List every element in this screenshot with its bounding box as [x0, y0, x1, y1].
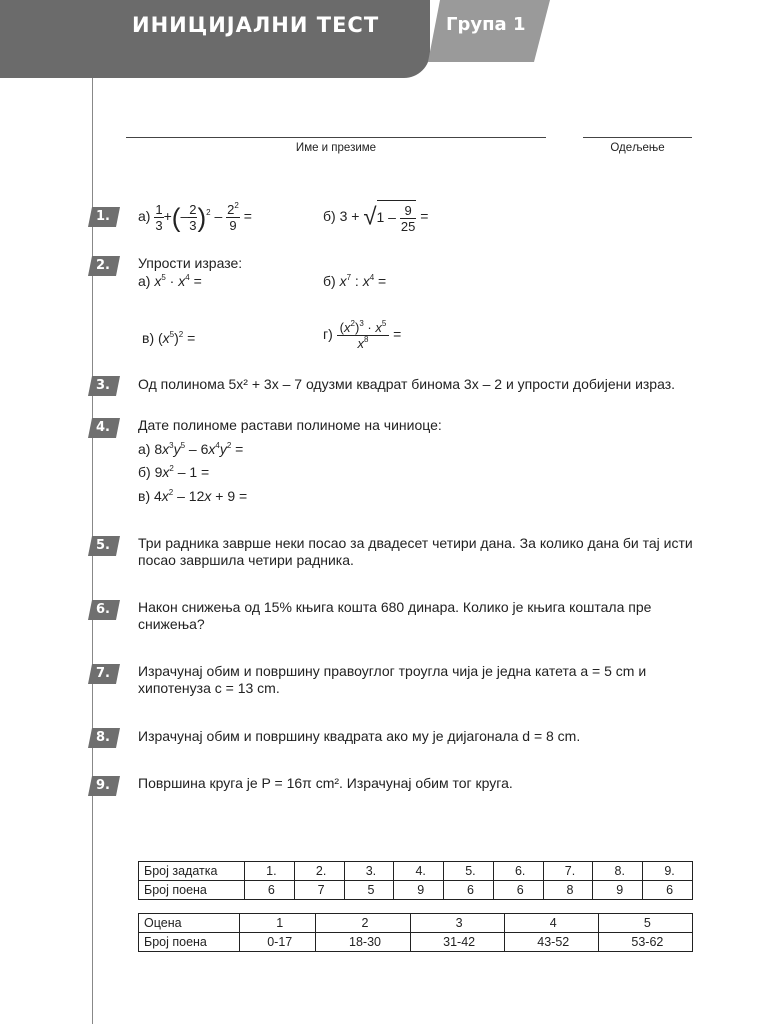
task-number: 8. [96, 730, 110, 745]
fraction: $\frac{(x^2)^3 \cdot x^5}{x^8}$ [337, 320, 390, 351]
task-3-text: Од полинома 5x² + 3x – 7 одузми квадрат бинома 3x – 2 и упрости добијени израз. [138, 376, 676, 392]
task-number-cell: 5. [444, 862, 494, 881]
task-badge-2 [88, 256, 120, 276]
task-4-a: а) $8x^3y^5 - 6x^4y^2$ = [138, 441, 244, 457]
task-1-a-expression: а) $\frac{1}{3}$ +(– $\frac{2}{3}$ )$^2$ – $\frac{2^2}{9}$ = [138, 200, 252, 233]
task-number-cell: 9. [643, 862, 693, 881]
task-1-b-label: б) [323, 208, 336, 224]
name-caption: Име и презиме [295, 142, 377, 154]
task-number: 3. [96, 378, 110, 393]
task-badge-3 [88, 376, 120, 396]
task-4-text: Дате полиноме растави полиноме на чиниоце: [138, 417, 442, 433]
table-header-cell: Број поена [139, 881, 245, 900]
grade-cell: 4 [504, 914, 598, 933]
task-2-g: г) $\frac{(x^2)^3 \cdot x^5}{x^8}$ = [323, 318, 402, 351]
task-badge-9 [88, 776, 120, 796]
grade-cell: 3 [410, 914, 504, 933]
task-4-b: б) $9x^2 - 1$ = [138, 464, 210, 480]
points-cell: 6 [444, 881, 494, 900]
fraction: $\frac{2}{3}$ [189, 201, 197, 233]
points-table [138, 861, 693, 900]
class-field-line[interactable] [583, 137, 692, 138]
table-row [139, 933, 693, 952]
task-number-cell: 6. [493, 862, 543, 881]
task-number: 1. [96, 209, 110, 224]
table-row [139, 881, 693, 900]
range-cell: 43-52 [504, 933, 598, 952]
class-caption: Одељење [610, 142, 665, 154]
fraction: $\frac{9}{25}$ [400, 203, 416, 235]
task-number: 7. [96, 666, 110, 681]
points-cell: 6 [245, 881, 295, 900]
task-badge-7 [88, 664, 120, 684]
task-badge-6 [88, 600, 120, 620]
task-6-text: Након снижења од 15% књига кошта 680 динара. Колико је књига коштала пре снижења? [138, 599, 652, 632]
grade-cell: 1 [240, 914, 316, 933]
task-badge-8 [88, 728, 120, 748]
task-number-cell: 8. [593, 862, 643, 881]
fraction: $\frac{2^2}{9}$ [227, 200, 239, 233]
points-cell: 8 [543, 881, 593, 900]
task-badge-4 [88, 418, 120, 438]
task-2-b: б) $x^7$ : $x^4$ = [323, 273, 387, 289]
table-header-cell: Број задатка [139, 862, 245, 881]
points-cell: 9 [593, 881, 643, 900]
points-cell: 9 [394, 881, 444, 900]
task-number-cell: 7. [543, 862, 593, 881]
task-7-text: Израчунај обим и површину правоуглог троугла чија је једна катета a = 5 cm и хипотенуза c = 13 cm. [138, 663, 647, 696]
task-9-text: Површина круга је P = 16π cm². Израчунај обим тог круга. [138, 775, 513, 791]
range-cell: 18-30 [316, 933, 410, 952]
table-row [139, 862, 693, 881]
task-number-cell: 3. [344, 862, 394, 881]
range-cell: 53-62 [598, 933, 692, 952]
name-field-line[interactable] [126, 137, 546, 138]
points-cell: 6 [493, 881, 543, 900]
task-number-cell: 4. [394, 862, 444, 881]
table-header-cell: Оцена [139, 914, 240, 933]
task-number-cell: 2. [294, 862, 344, 881]
grade-table [138, 913, 693, 952]
test-title: ИНИЦИЈАЛНИ ТЕСТ [132, 13, 380, 37]
task-1-b-expression: б) 3 + √1 – $\frac{9}{25}$ = [323, 198, 428, 235]
task-badge-1 [88, 207, 120, 227]
task-1-a-label: а) [138, 208, 151, 224]
task-badge-5 [88, 536, 120, 556]
task-number: 4. [96, 420, 110, 435]
range-cell: 0-17 [240, 933, 316, 952]
task-number-cell: 1. [245, 862, 295, 881]
grade-cell: 2 [316, 914, 410, 933]
task-2-text: Упрости изразе: [138, 255, 243, 271]
task-number: 5. [96, 538, 110, 553]
header-bar [0, 0, 430, 78]
task-number: 2. [96, 258, 110, 273]
fraction: $\frac{1}{3}$ [155, 201, 163, 233]
task-2-v: в) $(x^5)^2$ = [142, 330, 196, 346]
range-cell: 31-42 [410, 933, 504, 952]
table-row [139, 914, 693, 933]
task-2-a: а) $x^5 \cdot x^4$ = [138, 273, 202, 289]
task-number: 9. [96, 778, 110, 793]
table-header-cell: Број поена [139, 933, 240, 952]
grade-cell: 5 [598, 914, 692, 933]
task-number: 6. [96, 602, 110, 617]
task-8-text: Израчунај обим и површину квадрата ако му је дијагонала d = 8 cm. [138, 728, 581, 744]
group-label: Група 1 [446, 14, 526, 35]
task-5-text: Три радника заврше неки посао за двадесет четири дана. За колико дана би тај исти посао завршила четири радника. [138, 535, 693, 568]
points-cell: 5 [344, 881, 394, 900]
points-cell: 7 [294, 881, 344, 900]
points-cell: 6 [643, 881, 693, 900]
task-4-v: в) $4x^2 - 12x + 9$ = [138, 488, 248, 504]
